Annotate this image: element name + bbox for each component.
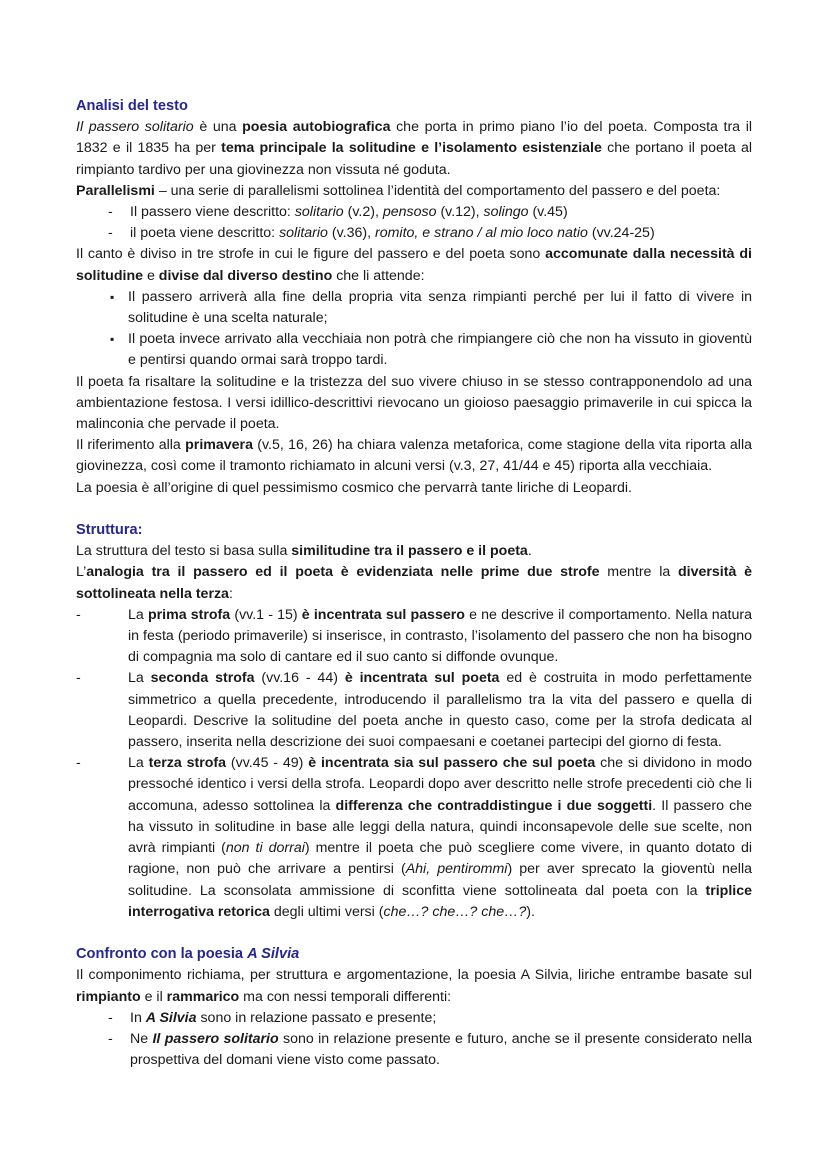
text-segment: : xyxy=(228,585,233,602)
text-segment: L’ xyxy=(76,564,87,581)
text-bold: differenza che contraddistingue i due soggetti xyxy=(335,797,653,814)
list-item xyxy=(76,1029,752,1071)
text-segment: (vv.1 - 15) xyxy=(230,606,302,623)
text-segment: degli ultimi versi ( xyxy=(269,903,384,920)
text-segment: mentre la xyxy=(599,564,678,581)
text-italic: romito, e strano / al mio loco natio xyxy=(375,225,588,242)
paragraph-confronto-intro xyxy=(76,965,752,1007)
text-segment: Il riferimento alla xyxy=(76,437,186,454)
text-segment: (vv.16 - 44) xyxy=(254,670,345,687)
heading-analisi-label: Analisi del testo xyxy=(76,98,188,114)
list-item xyxy=(76,668,752,753)
text-bold: è incentrata sia sul passero che sul poeta xyxy=(308,755,596,772)
text-segment: è una xyxy=(193,119,243,136)
paragraph-analisi-intro xyxy=(76,117,752,181)
text-segment: (v.12), xyxy=(436,204,484,221)
paragraph-struttura-analogia xyxy=(76,562,752,604)
heading-struttura-label: Struttura: xyxy=(76,522,143,539)
text-segment: Il passero viene descritto: xyxy=(130,204,295,221)
text-divise-bold: divise dal diverso destino xyxy=(158,267,333,284)
text-bold: terza strofa xyxy=(148,755,227,772)
text-italic: solingo xyxy=(483,204,529,221)
list-confronto-dashes xyxy=(76,1008,752,1072)
text-a-silvia-bold-italic: A Silvia xyxy=(145,1009,197,1026)
list-item xyxy=(76,223,752,244)
text-rimpianto-bold: rimpianto xyxy=(76,988,141,1005)
text-segment: La xyxy=(128,606,148,623)
text-segment: e ne descrive il comportamento. Nella natura in festa (periodo primaverile) si inserisce, in contrasto, l’isolamento del passero che non ha bisogno di compagnia ma solo di cantare ed il suo canto si diffonde ovunque. xyxy=(128,606,752,666)
text-il-passero-solitario-italic: Il passero solitario xyxy=(76,119,194,136)
heading-confronto-label: Confronto con la poesia xyxy=(76,946,248,963)
list-item xyxy=(76,753,752,923)
text-bold: è incentrata sul poeta xyxy=(344,670,500,687)
list-destino-squares xyxy=(76,287,752,372)
text-segment: Il poeta invece arrivato alla vecchiaia non potrà che rimpiangere ciò che non ha vissuto in gioventù e pentirsi quando ormai sarà troppo tardi. xyxy=(128,331,752,369)
text-segment: La struttura del testo si basa sulla xyxy=(76,543,292,560)
list-item xyxy=(76,605,752,669)
text-segment: Ne xyxy=(130,1030,153,1047)
heading-struttura xyxy=(76,520,752,541)
text-diversita-bold: diversità è sottolineata nella terza xyxy=(76,564,752,602)
text-analogia-bold: analogia tra il passero ed il poeta è evidenziata nelle prime due strofe xyxy=(86,564,600,581)
paragraph-tre-strofe xyxy=(76,244,752,286)
text-italic: Ahi, pentirommi xyxy=(405,861,508,878)
text-segment: (v.36), xyxy=(327,225,375,242)
paragraph-parallelismi xyxy=(76,181,752,202)
text-bold: prima strofa xyxy=(147,606,231,623)
text-bold: seconda strofa xyxy=(150,670,255,687)
section-spacer xyxy=(76,499,752,520)
text-italic: che…? che…? che…? xyxy=(383,903,527,920)
text-segment: (vv.45 - 49) xyxy=(226,755,309,772)
text-segment: ) per aver sprecato la gioventù nella solitudine. La sconsolata ammissione di sconfitta viene sottolineata dal poeta con la xyxy=(128,861,752,899)
text-poesia-autobiografica-bold: poesia autobiografica xyxy=(242,119,391,136)
text-segment: che portano il poeta al rimpianto tardivo per una giovinezza non vissuta né goduta. xyxy=(76,140,752,178)
text-primavera-bold: primavera xyxy=(185,437,253,454)
text-segment: il poeta viene descritto: xyxy=(130,225,280,242)
text-segment: ) mentre il poeta che può scegliere come vivere, in quanto dotato di ragione, non può che arrivare a pentirsi ( xyxy=(128,840,753,878)
text-segment: La xyxy=(128,755,149,772)
text-italic: solitario xyxy=(294,204,344,221)
section-spacer xyxy=(76,923,752,944)
text-segment: Il canto è diviso in tre strofe in cui le figure del passero e del poeta sono xyxy=(76,246,546,263)
list-item xyxy=(76,1008,752,1029)
text-segment: Il passero arriverà alla fine della propria vita senza rimpianti perché per lui il fatto di vivere in solitudine è una scelta naturale; xyxy=(128,288,752,327)
text-segment: che li attende: xyxy=(332,267,425,284)
text-il-passero-solitario-bold-italic: Il passero solitario xyxy=(152,1030,279,1047)
text-segment: – una serie di parallelismi sottolinea l’identità del comportamento del passero e del poeta: xyxy=(154,182,721,199)
heading-analisi-del-testo xyxy=(76,96,752,117)
list-parallelismi-dashes xyxy=(76,202,752,244)
text-segment: ma con nessi temporali differenti: xyxy=(239,988,452,1005)
text-rammarico-bold: rammarico xyxy=(166,988,240,1005)
paragraph-struttura-similitudine xyxy=(76,541,752,562)
text-segment: (v.2), xyxy=(343,204,383,221)
text-accomunate-bold: accomunate dalla necessità di solitudine xyxy=(76,246,752,284)
text-segment: . Il passero che ha vissuto in solitudine in base alle leggi della natura, quindi inconsapevole delle sue scelte, non avrà rimpianti ( xyxy=(128,797,752,857)
text-segment: (vv.24-25) xyxy=(587,225,655,242)
text-bold: triplice interrogativa retorica xyxy=(128,882,752,920)
heading-confronto-title-italic: A Silvia xyxy=(247,946,300,963)
list-item xyxy=(76,202,752,223)
text-segment: sono in relazione passato e presente; xyxy=(196,1009,437,1026)
text-segment: e xyxy=(143,267,159,284)
text-segment: . xyxy=(527,543,532,560)
text-bold: è incentrata sul passero xyxy=(301,606,465,623)
list-item xyxy=(76,329,752,371)
text-segment: che si dividono in modo pressoché identico i versi della strofa. Leopardi dopo aver descritto nelle strofe precedenti ciò che li accomuna, adesso sottolinea la xyxy=(128,755,753,814)
document-body xyxy=(76,96,752,1071)
text-segment: sono in relazione presente e futuro, anche se il presente considerato nella prospettiva del domani viene visto come passato. xyxy=(130,1030,752,1069)
text-segment: ). xyxy=(526,903,535,920)
text-segment: e il xyxy=(140,988,167,1005)
text-italic: pensoso xyxy=(382,204,437,221)
text-segment: (v.45) xyxy=(528,204,568,221)
heading-confronto xyxy=(76,944,752,965)
text-tema-principale-bold: tema principale la solitudine e l’isolamento esistenziale xyxy=(221,140,602,157)
text-segment: che porta in primo piano l’io del poeta. Composta tra il 1832 e il 1835 ha per xyxy=(76,119,752,157)
text-segment: La xyxy=(128,670,151,687)
text-italic: solitario xyxy=(279,225,328,242)
text-parallelismi-bold: Parallelismi xyxy=(76,182,155,199)
list-item xyxy=(76,287,752,329)
paragraph-pessimismo-cosmico: La poesia è all’origine di quel pessimismo cosmico che pervarrà tante liriche di Leopardi. xyxy=(76,479,632,496)
list-strofe xyxy=(76,605,752,923)
text-segment: Il componimento richiama, per struttura e argomentazione, la poesia A Silvia, liriche entrambe basate sul xyxy=(76,967,752,984)
text-segment: (v.5, 16, 26) ha chiara valenza metaforica, come stagione della vita riporta alla giovinezza, così come il tramonto richiamato in alcuni versi (v.3, 27, 41/44 e 45) riporta alla vecchiaia. xyxy=(76,437,752,475)
text-segment: ed è costruita in modo perfettamente simmetrico a quella precedente, introducendo il parallelismo tra la vita del passero e quella di Leopardi. Descrive la solitudine del poeta anche in questo caso, come per la strofa dedicata al passero, inserita nella descrizione dei suoi compaesani e coetanei partecipi del giorno di festa. xyxy=(128,670,753,751)
text-similitudine-bold: similitudine tra il passero e il poeta xyxy=(291,543,528,560)
paragraph-solitudine-tristezza: Il poeta fa risaltare la solitudine e la tristezza del suo vivere chiuso in se stesso contrapponendolo ad una ambientazione festosa. I versi idillico-descrittivi rievocano un gioioso paesaggio primaverile in cui spicca la malinconia che pervade il poeta. xyxy=(76,373,752,433)
text-italic: non ti dorrai xyxy=(225,840,305,857)
text-segment: In xyxy=(130,1009,146,1026)
paragraph-primavera xyxy=(76,435,752,477)
